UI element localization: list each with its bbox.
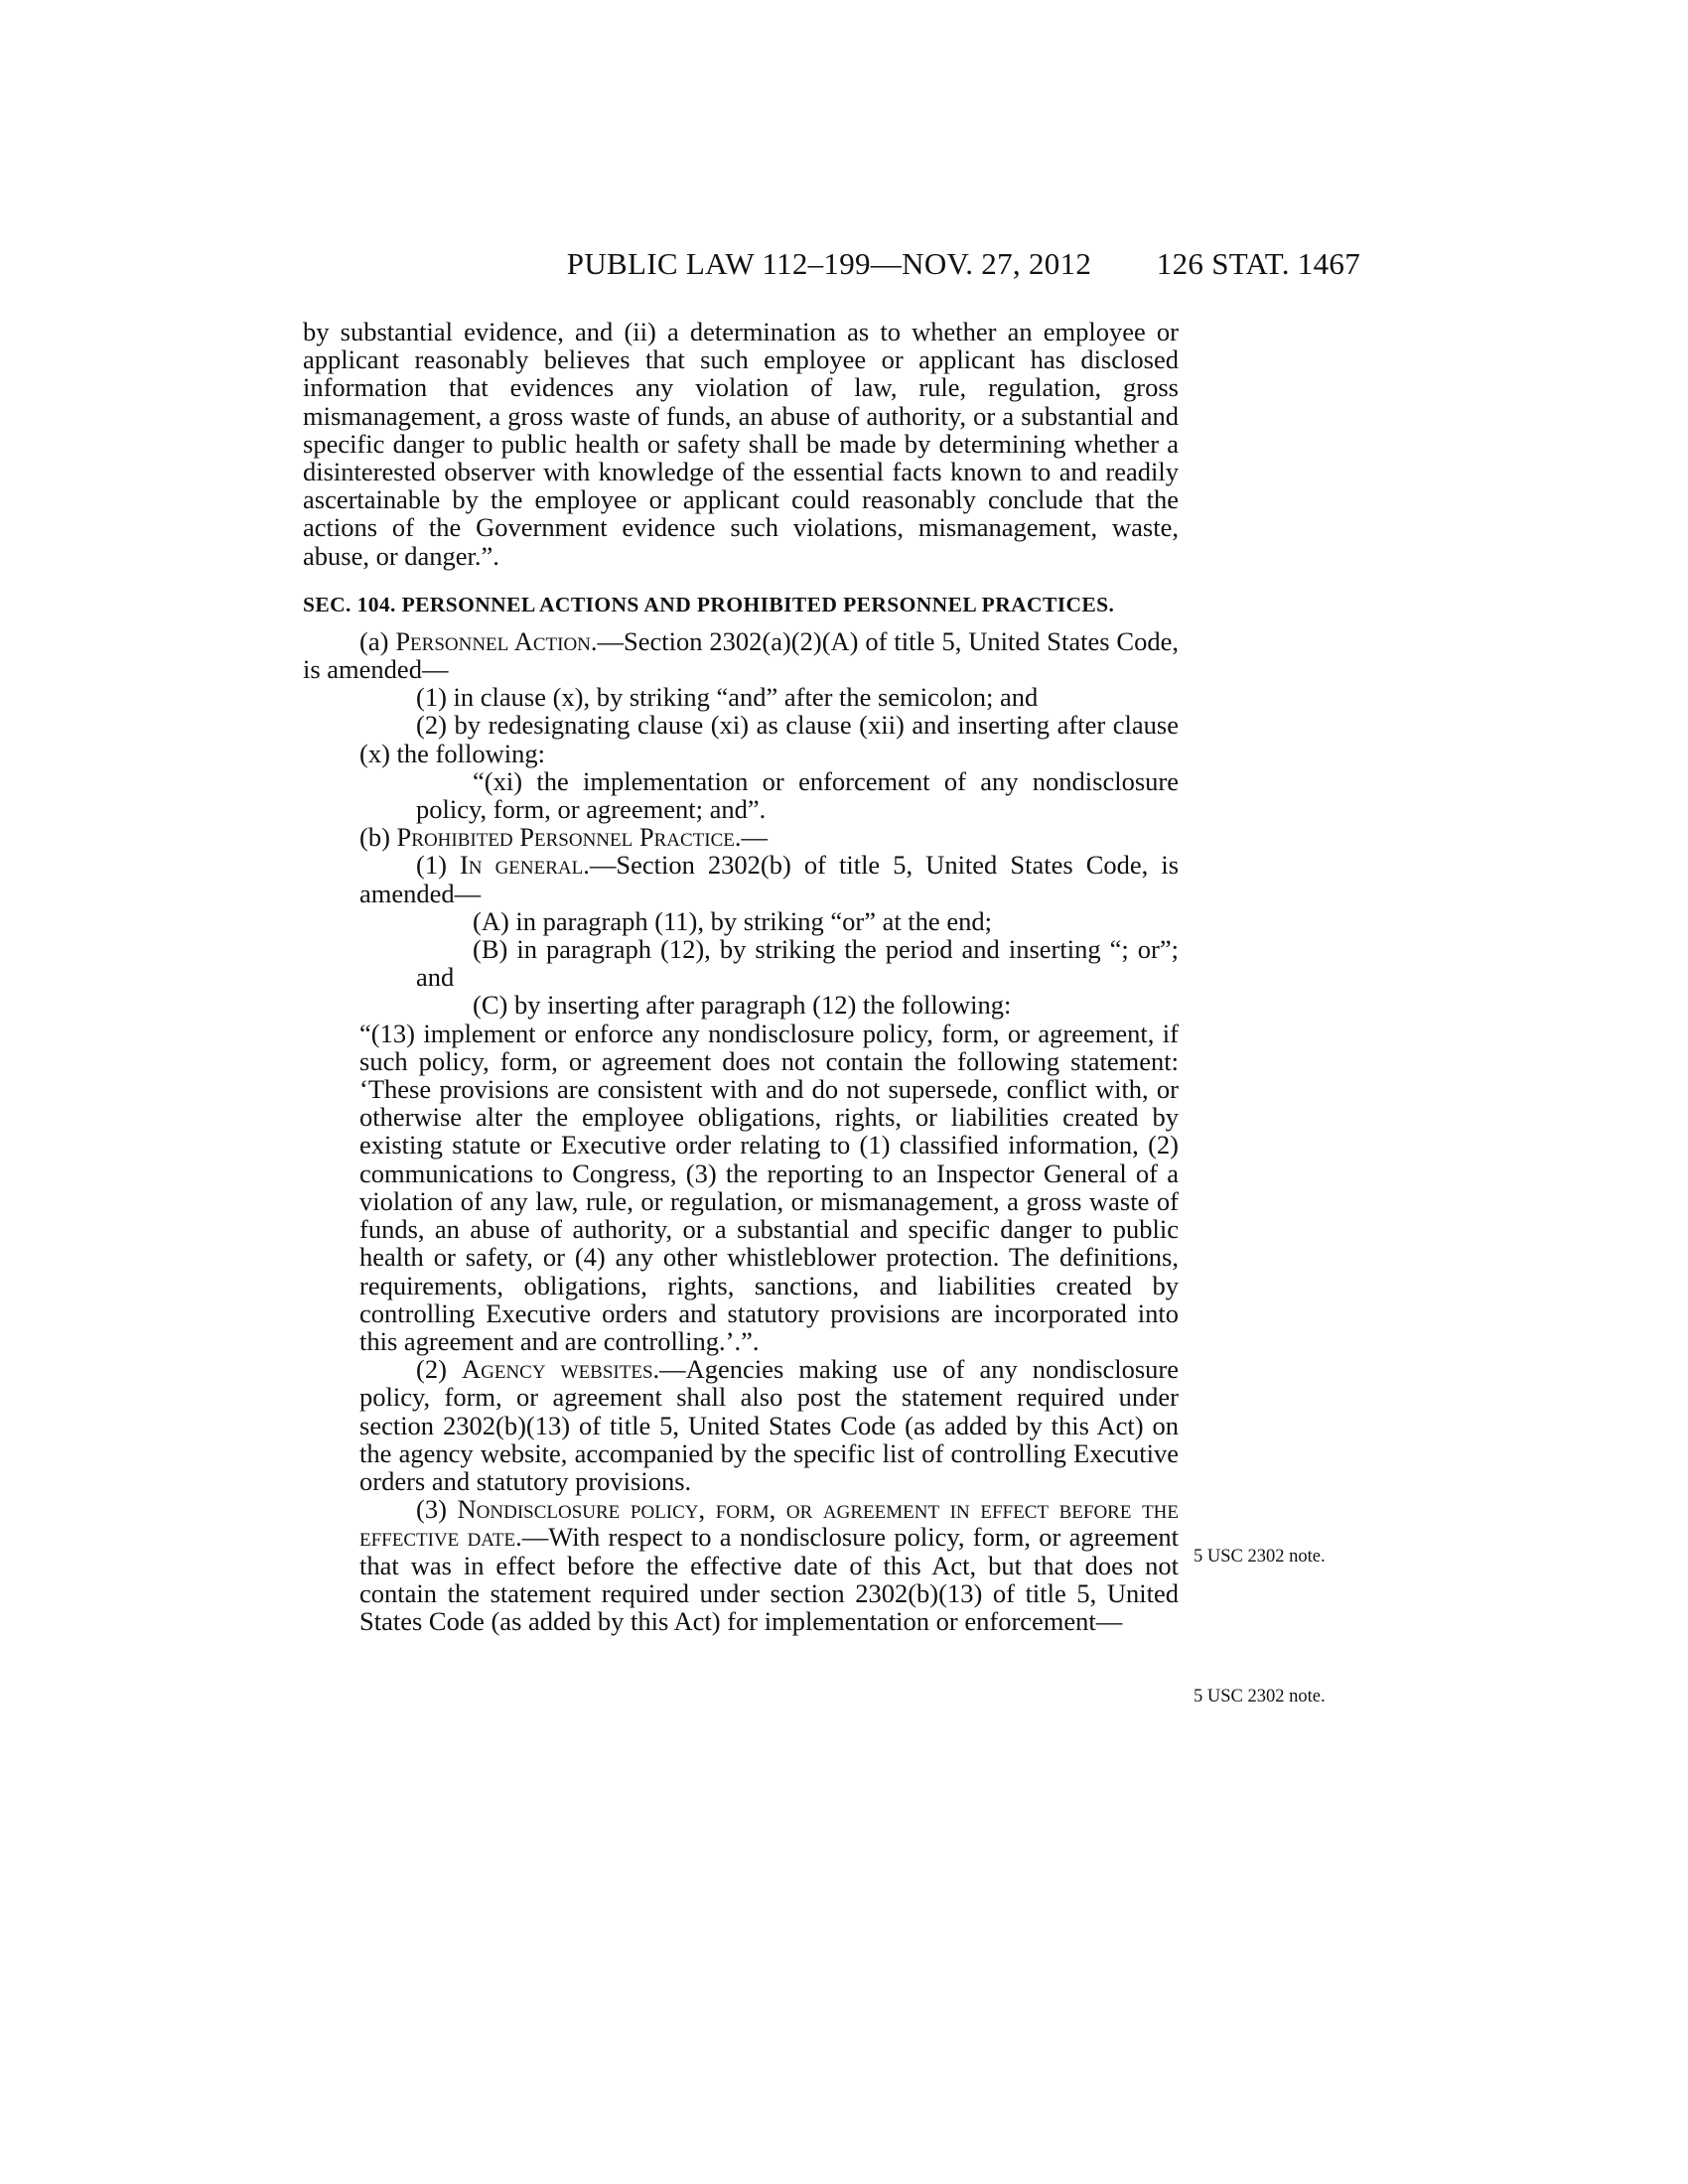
quoted-paragraph-13: “(13) implement or enforce any nondisclosure policy, form, or agreement, if such policy, form, or agreement does not contain the following statement: ‘These provisions are consistent with and do not supersede, conflict with, or otherwise alter the employee obligations, rights, or liabilities created by existing statute or Executive order relating to (1) classified information, (2) communications to Congress, (3) the reporting to an Inspector General of a violation of any law, rule, or regulation, or mismanagement, a gross waste of funds, an abuse of authority, or a substantial and specific danger to public health or safety, or (4) any other whistleblower protection. The definitions, requirements, obligations, rights, sanctions, and liabilities created by controlling Executive orders and statutory provisions are incorporated into this agreement and are controlling.’.”. [359,1018,1179,1356]
paragraph-b1-text: .—Section 2302(b) of title 5, United States Code, is amended— [359,850,1180,908]
paragraph-b2-heading: Agency websites [461,1354,653,1385]
paragraph-b2-text: .—Agencies making use of any nondisclosure policy, form, or agreement shall also post the statement required under section 2302(b)(13) of title 5, United States Code (as added by this Act) on the agency website, accompanied by the specific list of controlling Executive orders and statutory provisions. [359,1354,1179,1496]
paragraph-b2-label: (2) [416,1354,462,1385]
paragraph-continuation: by substantial evidence, and (ii) a determination as to whether an employee or applicant reasonably believes that such employee or applicant has disclosed information that evidences any violation of law, rule, regulation, gross mismanagement, a gross waste of funds, an abuse of authority, or a substantial and specific danger to public health or safety shall be made by determining whether a disinterested observer with knowledge of the essential facts known to and readily ascertainable by the employee or applicant could reasonably conclude that the actions of the Government evidence such violations, mismanagement, waste, abuse, or danger.”. [303,317,1179,571]
subsection-a-heading: Personnel Action [395,625,591,656]
subsection-a [303,627,1179,683]
paragraph-b2 [303,1355,1179,1495]
running-title: PUBLIC LAW 112–199—NOV. 27, 2012 [566,246,1092,281]
paragraph-b1-heading: In general [459,850,584,881]
subsection-a-label: (a) [359,625,396,656]
subparagraph-b1A: (A) in paragraph (11), by striking “or” at the end; [473,905,992,936]
paragraph-b1-label: (1) [416,850,460,881]
subsection-b-text: .— [734,822,768,853]
subsection-b-label: (b) [359,822,397,853]
paragraph-a1: (1) in clause (x), by striking “and” after the semicolon; and [416,682,1039,713]
margin-note-usc-1: 5 USC 2302 note. [1194,1547,1326,1567]
margin-note-usc-2: 5 USC 2302 note. [1194,1687,1326,1706]
page-header [298,246,1360,286]
paragraph-b3-heading: Nondisclosure policy, form, or agreement in effect before the effective date [359,1494,1179,1553]
subsection-b [303,823,1179,851]
quoted-clause-xi: “(xi) the implementation or enforcement of any nondisclosure policy, form, or agreement; and”. [416,765,1179,825]
subparagraph-b1C: (C) by inserting after paragraph (12) the following: [473,990,1012,1021]
paragraph-a2: (2) by redesignating clause (xi) as clause (xii) and inserting after clause (x) the following: [359,710,1179,768]
paragraph-b3 [303,1495,1179,1635]
paragraph-b3-label: (3) [416,1494,458,1525]
subsection-b-heading: Prohibited Personnel Practice [396,822,735,853]
subsection-a-text: .—Section 2302(a)(2)(A) of title 5, United States Code, is amended— [303,625,1179,685]
paragraph-b1 [303,851,1179,906]
statute-page-number: 126 STAT. 1467 [1156,246,1360,281]
paragraph-b3-text: .—With respect to a nondisclosure policy, form, or agreement that was in effect before the effective date of this Act, but that does not contain the statement required under section 2302(b)(13) of title 5, United States Code (as added by this Act) for implementation or enforcement— [359,1522,1179,1636]
page-body [303,318,1179,1635]
section-heading: SEC. 104. PERSONNEL ACTIONS AND PROHIBITED PERSONNEL PRACTICES. [303,592,1115,616]
subparagraph-b1B: (B) in paragraph (12), by striking the period and inserting “; or”; and [416,934,1179,993]
